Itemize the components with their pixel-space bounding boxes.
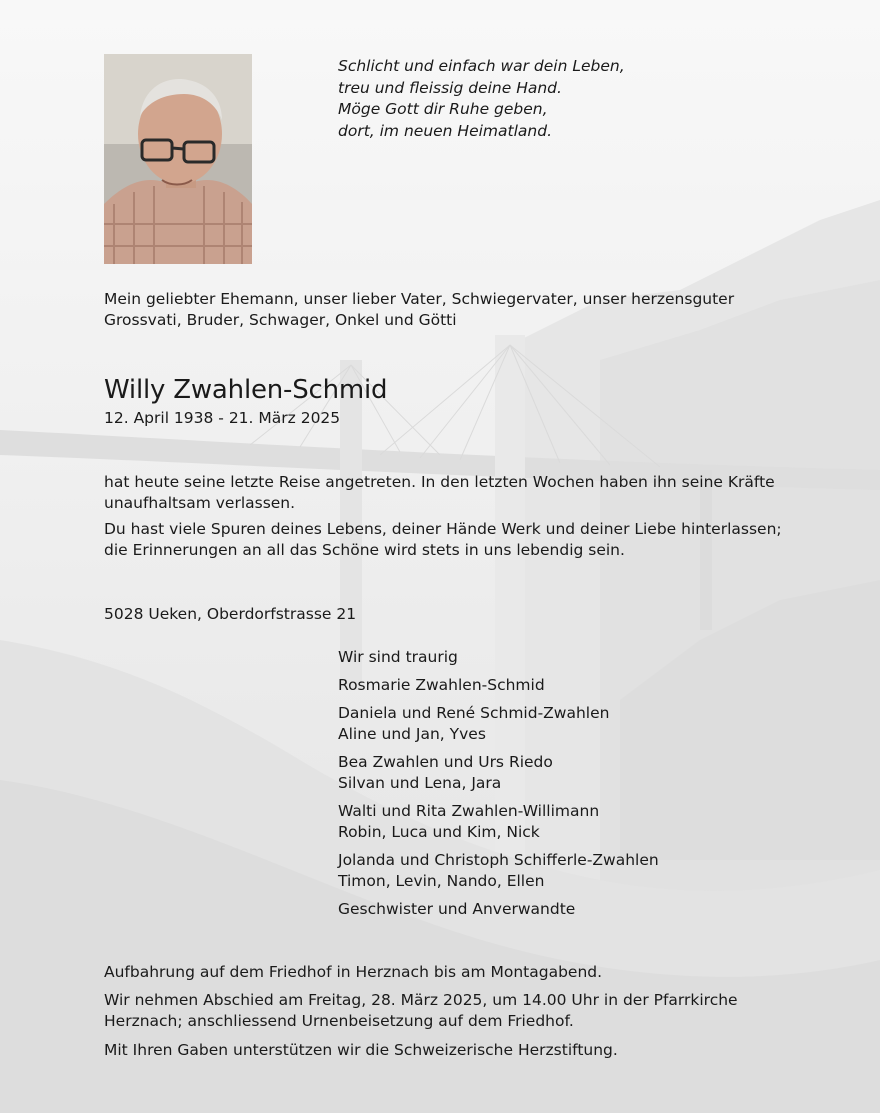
mourner-line: Jolanda und Christoph Schifferle-Zwahlen — [338, 851, 659, 869]
mourner-group — [338, 899, 659, 920]
mourner-group — [338, 675, 659, 696]
paragraph-memories: Du hast viele Spuren deines Lebens, deiner Hände Werk und deiner Liebe hinterlassen; die Erinnerungen an all das Schöne wird stets in uns lebendig sein. — [104, 520, 782, 559]
poem-line: Möge Gott dir Ruhe geben, — [338, 100, 548, 118]
mourner-group — [338, 801, 659, 843]
poem-line: dort, im neuen Heimatland. — [338, 121, 552, 140]
mourner-line: Timon, Levin, Nando, Ellen — [338, 872, 545, 890]
mourner-line: Aline und Jan, Yves — [338, 725, 486, 743]
poem-line: Schlicht und einfach war dein Leben, — [338, 57, 625, 75]
mourners-heading: Wir sind traurig — [338, 648, 458, 666]
address: 5028 Ueken, Oberdorfstrasse 21 — [104, 605, 357, 623]
poem — [338, 56, 625, 142]
paragraph-departure: hat heute seine letzte Reise angetreten. In den letzten Wochen haben ihn seine Kräfte unaufhaltsam verlassen. — [104, 473, 775, 512]
poem-line: treu und fleissig deine Hand. — [338, 78, 562, 97]
mourner-line: Daniela und René Schmid-Zwahlen — [338, 704, 610, 722]
portrait-illustration — [104, 54, 252, 264]
mourner-line: Silvan und Lena, Jara — [338, 774, 502, 792]
deceased-name: Willy Zwahlen-Schmid — [104, 375, 388, 405]
mourner-line: Geschwister und Anverwandte — [338, 900, 576, 918]
mourner-group — [338, 752, 659, 794]
mourner-group — [338, 703, 659, 745]
notice-farewell-service: Wir nehmen Abschied am Freitag, 28. März 2025, um 14.00 Uhr in der Pfarrkirche Herznach; anschliessend Urnenbeisetzung auf dem Friedhof. — [104, 991, 738, 1030]
mourner-line: Rosmarie Zwahlen-Schmid — [338, 676, 545, 694]
portrait-photo — [104, 54, 252, 264]
intro-text: Mein geliebter Ehemann, unser lieber Vater, Schwiegervater, unser herzensguter Grossvati, Bruder, Schwager, Onkel und Götti — [104, 290, 735, 329]
mourner-line: Bea Zwahlen und Urs Riedo — [338, 753, 553, 771]
life-dates: 12. April 1938 - 21. März 2025 — [104, 409, 341, 427]
notice-donations: Mit Ihren Gaben unterstützen wir die Schweizerische Herzstiftung. — [104, 1041, 618, 1059]
mourner-line: Walti und Rita Zwahlen-Willimann — [338, 802, 600, 820]
notice-viewing: Aufbahrung auf dem Friedhof in Herznach bis am Montagabend. — [104, 963, 603, 981]
mourners-heading-group — [338, 647, 659, 668]
mourner-line: Robin, Luca und Kim, Nick — [338, 823, 540, 841]
mourners-list — [338, 647, 659, 927]
mourner-group — [338, 850, 659, 892]
